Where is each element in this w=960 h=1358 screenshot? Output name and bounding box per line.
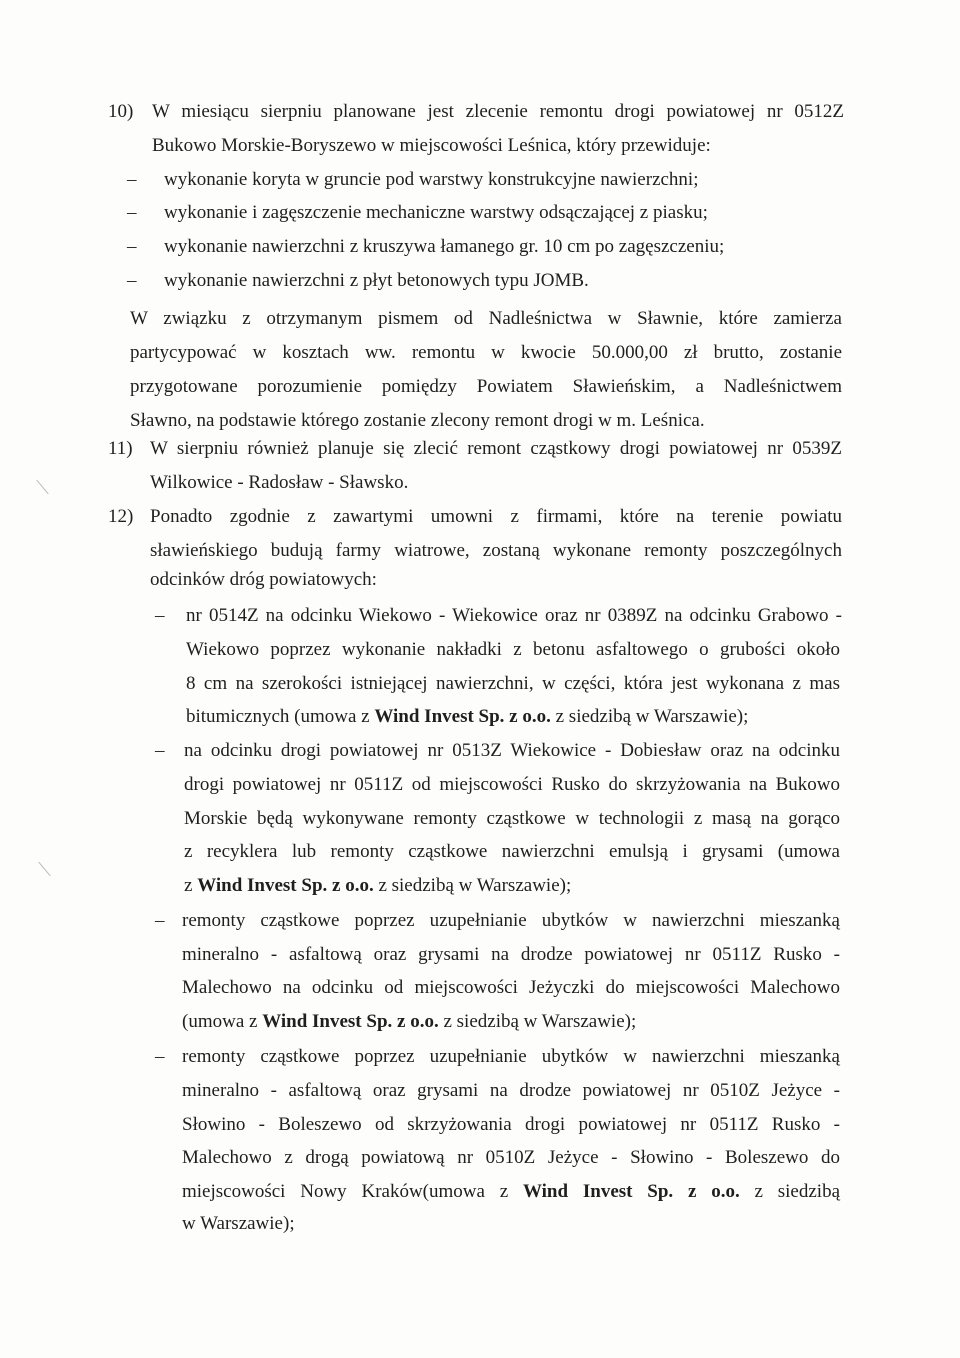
bullet-text [184,874,571,898]
bullet-text-part: z siedzibą w Warszawie); [438,1011,637,1032]
bullet-dash: – [155,740,165,761]
bullet-text: z recyklera lub remonty cząstkowe nawierzchni emulsją i grysami (umowa [184,841,840,862]
bullet-dash: – [155,605,165,626]
company-name: Wind Invest Sp. z o.o. [374,706,551,727]
bullet-dash: – [127,270,137,291]
item-number: 12) [108,506,134,527]
bullet-text: nr 0514Z na odcinku Wiekowo - Wiekowice oraz nr 0389Z na odcinku Grabowo - [186,605,842,626]
bullet-text: 8 cm na szerokości istniejącej nawierzchni, w części, która jest wykonana z mas [186,673,840,694]
paragraph-line: W sierpniu również planuje się zlecić remont cząstkowy drogi powiatowej nr 0539Z [150,438,842,459]
bullet-text-part: miejscowości Nowy Kraków(umowa z [182,1181,523,1202]
bullet-text: mineralno - asfaltową oraz grysami na drodze powiatowej nr 0511Z Rusko - [182,944,840,965]
bullet-text: wykonanie i zagęszczenie mechaniczne warstwy odsączającej z piasku; [164,202,708,223]
bullet-text-part: z [184,875,198,896]
company-name: Wind Invest Sp. z o.o. [197,875,374,896]
paragraph-line: partycypować w kosztach ww. remontu w kwocie 50.000,00 zł brutto, zostanie [130,342,842,363]
bullet-text: Słowino - Boleszewo od skrzyżowania drogi powiatowej nr 0511Z Rusko - [182,1114,840,1135]
bullet-dash: – [155,910,165,931]
item-number: 10) [108,101,134,122]
bullet-text [186,705,748,729]
bullet-dash: – [127,169,137,190]
bullet-text: w Warszawie); [182,1213,295,1234]
paragraph-line: Sławno, na podstawie którego zostanie zlecony remont drogi w m. Leśnica. [130,410,705,431]
paragraph-line: W związku z otrzymanym pismem od Nadleśnictwa w Sławnie, które zamierza [130,308,842,329]
paragraph-line: Ponadto zgodnie z zawartymi umowni z firmami, które na terenie powiatu [150,506,842,527]
bullet-text: Morskie będą wykonywane remonty cząstkowe w technologii z masą na gorąco [184,808,840,829]
bullet-dash: – [127,236,137,257]
binding-mark [36,480,48,494]
bullet-dash: – [127,202,137,223]
paragraph-line: sławieńskiego budują farmy wiatrowe, zostaną wykonane remonty poszczególnych [150,540,842,561]
bullet-text: wykonanie koryta w gruncie pod warstwy konstrukcyjne nawierzchni; [164,169,699,190]
paragraph-line: W miesiącu sierpniu planowane jest zlecenie remontu drogi powiatowej nr 0512Z [152,101,844,122]
binding-mark [38,862,50,876]
bullet-text-part: z siedzibą w Warszawie); [550,706,749,727]
bullet-text: drogi powiatowej nr 0511Z od miejscowości Rusko do skrzyżowania na Bukowo [184,774,840,795]
bullet-text [182,1010,636,1034]
company-name: Wind Invest Sp. z o.o. [522,1181,740,1202]
bullet-text: Malechowo na odcinku od miejscowości Jeżyczki do miejscowości Malechowo [182,977,840,998]
bullet-text-part: (umowa z [182,1011,263,1032]
paragraph-line: odcinków dróg powiatowych: [150,569,377,590]
bullet-dash: – [155,1046,165,1067]
bullet-text: na odcinku drogi powiatowej nr 0513Z Wiekowice - Dobiesław oraz na odcinku [184,740,840,761]
paragraph-line: Wilkowice - Radosław - Sławsko. [150,472,409,493]
bullet-text-part: z siedzibą w Warszawie); [373,875,572,896]
bullet-text: wykonanie nawierzchni z kruszywa łamanego gr. 10 cm po zagęszczeniu; [164,236,725,257]
bullet-text: wykonanie nawierzchni z płyt betonowych typu JOMB. [164,270,589,291]
bullet-text: Malechowo z drogą powiatową nr 0510Z Jeżyce - Słowino - Boleszewo do [182,1147,840,1168]
bullet-text: remonty cząstkowe poprzez uzupełnianie ubytków w nawierzchni mieszanką [182,910,840,931]
bullet-text: remonty cząstkowe poprzez uzupełnianie ubytków w nawierzchni mieszanką [182,1046,840,1067]
bullet-text-part: z siedzibą [754,1181,841,1202]
bullet-text: Wiekowo poprzez wykonanie nakładki z betonu asfaltowego o grubości około [186,639,840,660]
bullet-text-part: bitumicznych (umowa z [186,706,375,727]
item-number: 11) [108,438,133,459]
company-name: Wind Invest Sp. z o.o. [262,1011,439,1032]
bullet-text: mineralno - asfaltową oraz grysami na drodze powiatowej nr 0510Z Jeżyce - [182,1080,840,1101]
bullet-text [182,1180,840,1204]
paragraph-line: Bukowo Morskie-Boryszewo w miejscowości Leśnica, który przewiduje: [152,135,711,156]
paragraph-line: przygotowane porozumienie pomiędzy Powiatem Sławieńskim, a Nadleśnictwem [130,376,842,397]
